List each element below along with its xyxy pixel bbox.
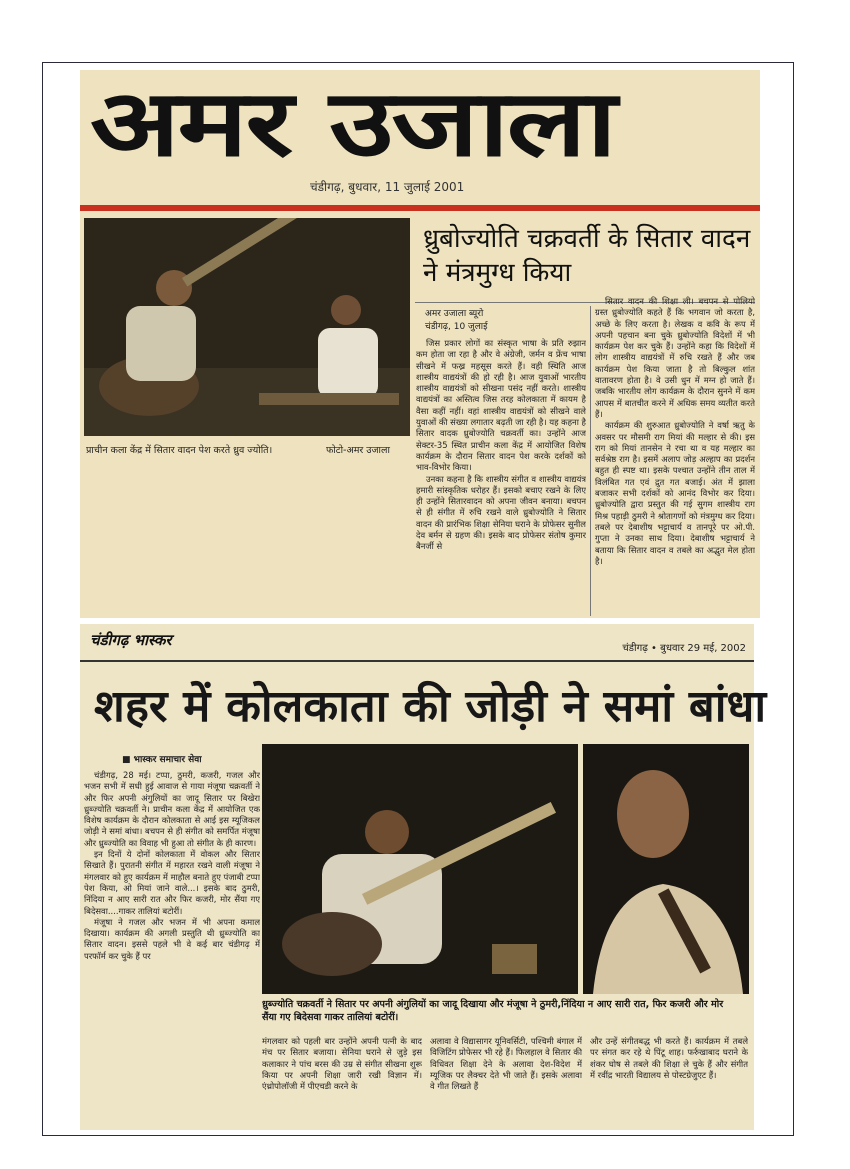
byline-place: चंडीगढ़, 10 जुलाई (425, 322, 488, 332)
bhaskar-logo: चंडीगढ़ भास्कर (90, 631, 172, 649)
bhaskar-clipping (80, 624, 767, 1130)
article-column-4 (590, 1036, 748, 1128)
amar-ujala-clipping (80, 70, 760, 618)
paragraph: सितार वादन की शिक्षा ली। बचपन से पोलियो ग्रस्त ध्रुबोज्योति कहते हैं कि भगवान जो करता है, अच्छे के लिए करता है। लेखक व कवि के रूप में अपनी पहचान बना चुके ध्रुबोज्योति विदेशों में भी कार्यक्रम पेश कर चुके हैं। उन्होंने कहा कि विदेशों में लोग शास्त्रीय वाद्ययंत्रों में रुचि रखते हैं और जब कार्यक्रम पेश किया जाता है तो बिल्कुल शांत वातावरण होता है। वे उसी धुन में मग्न हो जाते हैं। जबकि भारतीय लोग कार्यक्रम के दौरान सुनने में कम आपस में बातचीत करने में अधिक समय व्यतीत करते हैं। (595, 296, 755, 419)
headline: ध्रुबोज्योति चक्रवर्ती के सितार वादन ने मंत्रमुग्ध किया (423, 224, 751, 288)
article-column-3 (430, 1036, 582, 1128)
paragraph: जिस प्रकार लोगों का संस्कृत भाषा के प्रति रुझान कम होता जा रहा है और वे अंग्रेजी, जर्मन व फ्रेंच भाषा सीखने में फख्र महसूस करते हैं। वही स्थिति आज शास्त्रीय वाद्ययंत्रों की हो रही है। आज युवाओं भारतीय शास्त्रीय वाद्ययंत्रों को सीखना पसंद नहीं करते। शास्त्रीय वाद्ययंत्रों का अस्तित्व जिस तरह कोलकाता में कायम है वैसा कहीं नहीं। वहां शास्त्रीय वाद्ययंत्रों को सीखने वाले युवाओं की संख्या लगातार बढ़ती जा रही है। यह कहना है सितार वादक ध्रुबोज्योति चक्रवर्ती का। उन्होंने आज सेक्टर-35 स्थित प्राचीन कला केंद्र में आयोजित विशेष कार्यक्रम के दौरान सितार वादन पेश करके दर्शकों को भाव-विभोर किया। (416, 338, 586, 473)
paragraph: कार्यक्रम की शुरुआत ध्रुबोज्योति ने वर्षा ऋतु के अवसर पर मौसमी राग मियां की मल्हार से की। इस राग को मियां तानसेन ने रचा था व यह मल्हार का सर्वश्रेष्ठ राग है। इसमें अलाप जोड़ अल्हाप का प्रदर्शन बहुत ही स्पष्ट था। इसके पश्चात उन्होंने तीन ताल में विलंबित गत एवं द्रुत गत बजाई। अंत में झाला बजाकर सभी दर्शकों को आनंद विभोर कर दिया। ध्रुबोज्योति द्वारा प्रस्तुत की गई सुगम शास्त्रीय राग मिश्र पहाड़ी ठुमरी ने श्रोतागणों को मंत्रमुग्ध कर दिया। तबले पर देबाशीष भट्टाचार्य व तानपूरे पर ओ.पी. गुप्ता ने उनका साथ दिया। देबाशीष भट्टाचार्य ने बताया कि सितार वादन व तबले का अद्भुत मेल होता है। (595, 420, 755, 566)
sitar-player-photo (262, 744, 578, 994)
paragraph: और उन्हें संगीतबद्ध भी करते हैं। कार्यक्रम में तबले पर संगत कर रहे थे पिंटू शाह। फर्रुखाबाद घराने के शंकर घोष से तबले की शिक्षा ले चुके हैं और संगीत में रवींद्र भारती विद्यालय से पोस्टग्रेजुएट हैं। (590, 1036, 748, 1080)
singer-photo (583, 744, 749, 994)
masthead-rule (80, 205, 760, 211)
paragraph: इन दिनों ये दोनों कोलकाता में वोकल और सितार सिखाते हैं। पुरातनी संगीत में महारत रखने वाली मंजूषा ने मंगलवार को हुए कार्यक्रम में माहौल बनाते हुए पंजाबी टप्पा पेश किया, ओ मियां जाने वाले...। इसके बाद ठुमरी, निंदिया न आए सारी रात और फिर कजरी, मोर सैंया गए बिदेसवा....गाकर तालियां बटोरीं। (84, 849, 260, 916)
photo-caption: ध्रुब्ज्योति चक्रवर्ती ने सितार पर अपनी अंगुलियों का जादू दिखाया और मंजूषा ने ठुमरी,निंदिया न आए सारी रात, फिर कजरी और मोर सैंया गए बिदेसवा गाकर तालियां बटोरीं। (262, 999, 724, 1023)
article-column-2 (595, 296, 755, 618)
article-column-1 (84, 770, 260, 1126)
paragraph: उनका कहना है कि शास्त्रीय संगीत व शास्त्रीय वाद्ययंत्र हमारी सांस्कृतिक धरोहर हैं। इसको बचाए रखने के लिए ही उन्होंने सितारवादन को अपना जीवन बनाया। बचपन से ही संगीत में रुचि रखने वाले ध्रुबोज्योति ने सितार वादन की प्रारंभिक शिक्षा सेनिया घराने के प्रोफेसर सुनील देव बर्मन से ग्रहण की। इसके बाद प्रोफेसर संतोष कुमार बैनर्जी से (416, 473, 586, 552)
dateline: चंडीगढ़, बुधवार, 11 जुलाई 2001 (310, 180, 465, 194)
paragraph: अलावा वे विद्यासागर यूनिवर्सिटी, पश्चिमी बंगाल में विजिटिंग प्रोफेसर भी रहे हैं। फिलहाल वे सितार की विधिवत शिक्षा देने के अलावा देश-विदेश में म्यूजिक पर लैक्चर देते भी जाते हैं। इसके अलावा वे गीत लिखते हैं (430, 1036, 582, 1092)
paragraph: चंडीगढ़, 28 मई। टप्पा, ठुमरी, कजरी, गजल और भजन सभी में सधी हुई आवाज से गाया मंजूषा चक्रवर्ती ने और फिर अपनी अंगुलियों का जादू सितार पर बिखेरा ध्रुब्ज्योति चक्रवर्ती ने। प्राचीन कला केंद्र में आयोजित एक विशेष कार्यक्रम के दौरान कोलकाता से आई इस म्यूजिकल जोड़ी ने समां बांधा। बचपन से ही संगीत को समर्पित मंजूषा और ध्रुब्ज्योति का विवाह भी हुआ तो संगीत के ही कारण। (84, 770, 260, 848)
photo-credit: फोटो-अमर उजाला (326, 445, 390, 456)
paragraph: मंगलवार को पहली बार उन्होंने अपनी पत्नी के बाद मंच पर सितार बजाया। सेनिया घराने से जुड़े इस कलाकार ने पांच बरस की उम्र से संगीत सीखना शुरू किया पर अपनी शिक्षा जारी रखी विज्ञान में। एंथ्रोपोलॉजी में पीएचडी करने के (262, 1036, 422, 1092)
sitar-performance-photo (84, 218, 410, 436)
paragraph: मंजूषा ने गजल और भजन में भी अपना कमाल दिखाया। कार्यक्रम की अगली प्रस्तुति थी ध्रुब्ज्योति का सितार वादन। इससे पहले भी वे कई बार चंडीगढ़ में परफॉर्म कर चुके हैं पर (84, 916, 260, 961)
article-column-1 (416, 338, 586, 618)
byline-agency: अमर उजाला ब्यूरो (425, 309, 484, 319)
dateline: चंडीगढ़ • बुधवार 29 मई, 2002 (622, 643, 746, 654)
article-column-2 (262, 1036, 422, 1128)
masthead: अमर उजाला (90, 70, 615, 177)
news-service: ■ भास्कर समाचार सेवा (122, 755, 202, 765)
headline: शहर में कोलकाता की जोड़ी ने समां बांधा (94, 681, 767, 732)
masthead-area (80, 70, 760, 194)
column-rule (590, 306, 591, 616)
header-rule (80, 660, 754, 662)
photo-caption: प्राचीन कला केंद्र में सितार वादन पेश करते ध्रुव ज्योति। (86, 445, 273, 456)
